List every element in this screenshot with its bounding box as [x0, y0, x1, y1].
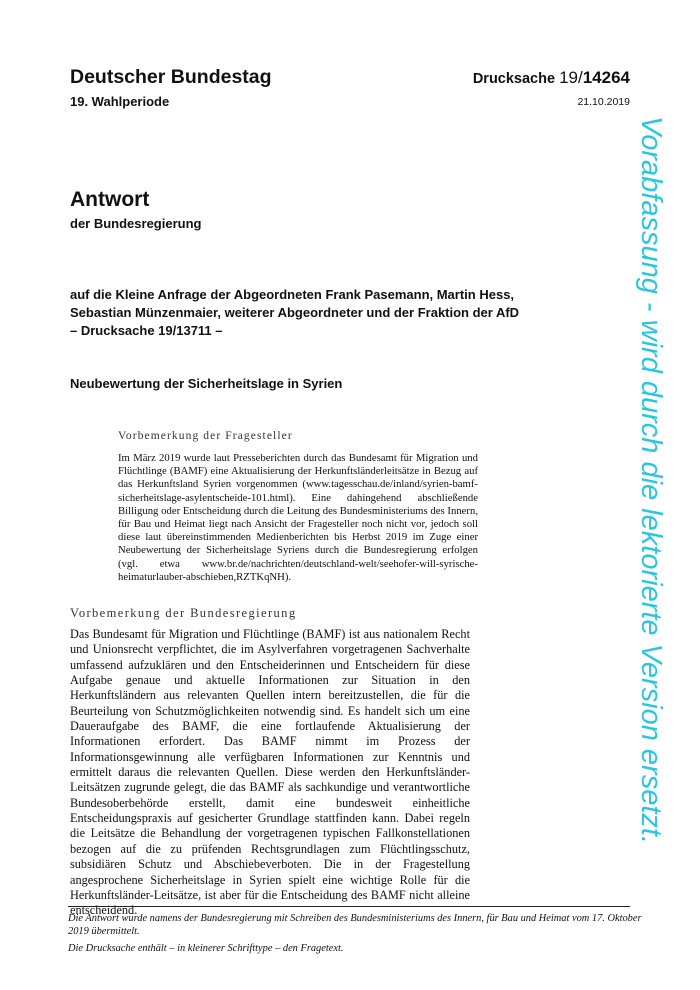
drucksache-id: 14264	[582, 68, 630, 87]
anfrage-line: auf die Kleine Anfrage der Abgeordneten Frank Pasemann, Martin Hess,	[70, 287, 515, 302]
bundesregierung-heading: Vorbemerkung der Bundesregierung	[70, 606, 297, 620]
draft-watermark: Vorabfassung - wird durch die lektorierte Version ersetzt.	[635, 116, 667, 845]
drucksache-label: Drucksache	[472, 71, 556, 87]
fragesteller-heading: Vorbemerkung der Fragesteller	[118, 430, 293, 442]
footer-note-transmission: Die Antwort wurde namens der Bundesregierung mit Schreiben des Bundesministeriums des Innern, für Bau und Heimat vom 17. Oktober 2019 übermittelt.	[68, 913, 642, 937]
fragesteller-text: Im März 2019 wurde laut Presseberichten durch das Bundesamt für Migration und Flüchtlinge (BAMF) eine Aktualisierung der Herkunftsländerleitsätze in Bezug auf das Herkunftsland Syrien vorgenommen (www.tagesschau.de/inland/syrien-bamf-sicherheitslage-asylentscheide-101.html). Eine dahingehend abschließende Billigung oder Entscheidung durch die Leitung des Bundesministeriums des Innern, für Bau und Heimat liegt nach Ansicht der Fragesteller noch nicht vor, jedoch soll diese laut übereinstimmenden Medienberichten bis Herbst 2019 im Zuge einer Neubewertung der Sicherheitslage Syriens durch die Bundesregierung erfolgen (vgl. etwa www.br.de/nachrichten/deutschland-welt/seehofer-will-syrische-heimaturlauber-abschieben,RZTKqNH).	[118, 452, 478, 583]
document-title: Antwort	[70, 188, 150, 211]
anfrage-line: Sebastian Münzenmaier, weiterer Abgeordneter und der Fraktion der AfD	[70, 305, 520, 320]
footer-divider	[68, 906, 630, 907]
footer-note-fragetext: Die Drucksache enthält – in kleinerer Schrifttype – den Fragetext.	[68, 943, 344, 954]
document-subtitle: der Bundesregierung	[70, 216, 202, 231]
institution-title: Deutscher Bundestag	[70, 66, 272, 88]
anfrage-line: – Drucksache 19/13711 –	[70, 323, 223, 338]
document-date: 21.10.2019	[577, 96, 630, 108]
bundesregierung-text: Das Bundesamt für Migration und Flüchtlinge (BAMF) ist aus nationalem Recht und Unionsrecht verpflichtet, die im Asylverfahren vorgetragenen Sachverhalte umfassend aufzuklären und den Entscheiderinnen und Entscheidern für diese Aufgabe genaue und aktuelle Informationen zur Situation in den Herkunftsländern aus relevanten Quellen intern bereitzustellen, die für die Beurteilung von Schutzmöglichkeiten notwendig sind. Es handelt sich um eine Daueraufgabe des BAMF, die eine fortlaufende Aktualisierung der Informationen erfordert. Das BAMF nimmt im Prozess der Informationsgewinnung alle verfügbaren Informationen zur Kenntnis und ermittelt daraus die relevanten Quellen. Diese werden den Herkunftsländer-Leitsätzen zugrunde gelegt, die das BAMF als sachkundige und verantwortliche Bundesoberbehörde erstellt, damit eine bundesweit einheitliche Entscheidungspraxis auf gesicherter Grundlage stattfinden kann. Dabei regeln die Leitsätze die Behandlung der vorgetragenen typischen Fallkonstellationen bezogen auf die zu prüfenden Rechtsgrundlagen zum Flüchtlingsschutz, subsidiären Schutz und Abschiebeverboten. Die in der Fragestellung angesprochene Sicherheitslage in Syrien spielt eine wichtige Rolle für die Herkunftsländer-Leitsätze, ist aber für die Entscheidung des BAMF nicht alleine entscheidend.	[70, 627, 470, 918]
drucksache-number	[473, 68, 630, 88]
anfrage-reference	[70, 286, 590, 340]
wahlperiode-label: 19. Wahlperiode	[70, 94, 170, 109]
drucksache-prefix: 19/	[559, 68, 583, 87]
topic-heading: Neubewertung der Sicherheitslage in Syrien	[70, 376, 343, 391]
